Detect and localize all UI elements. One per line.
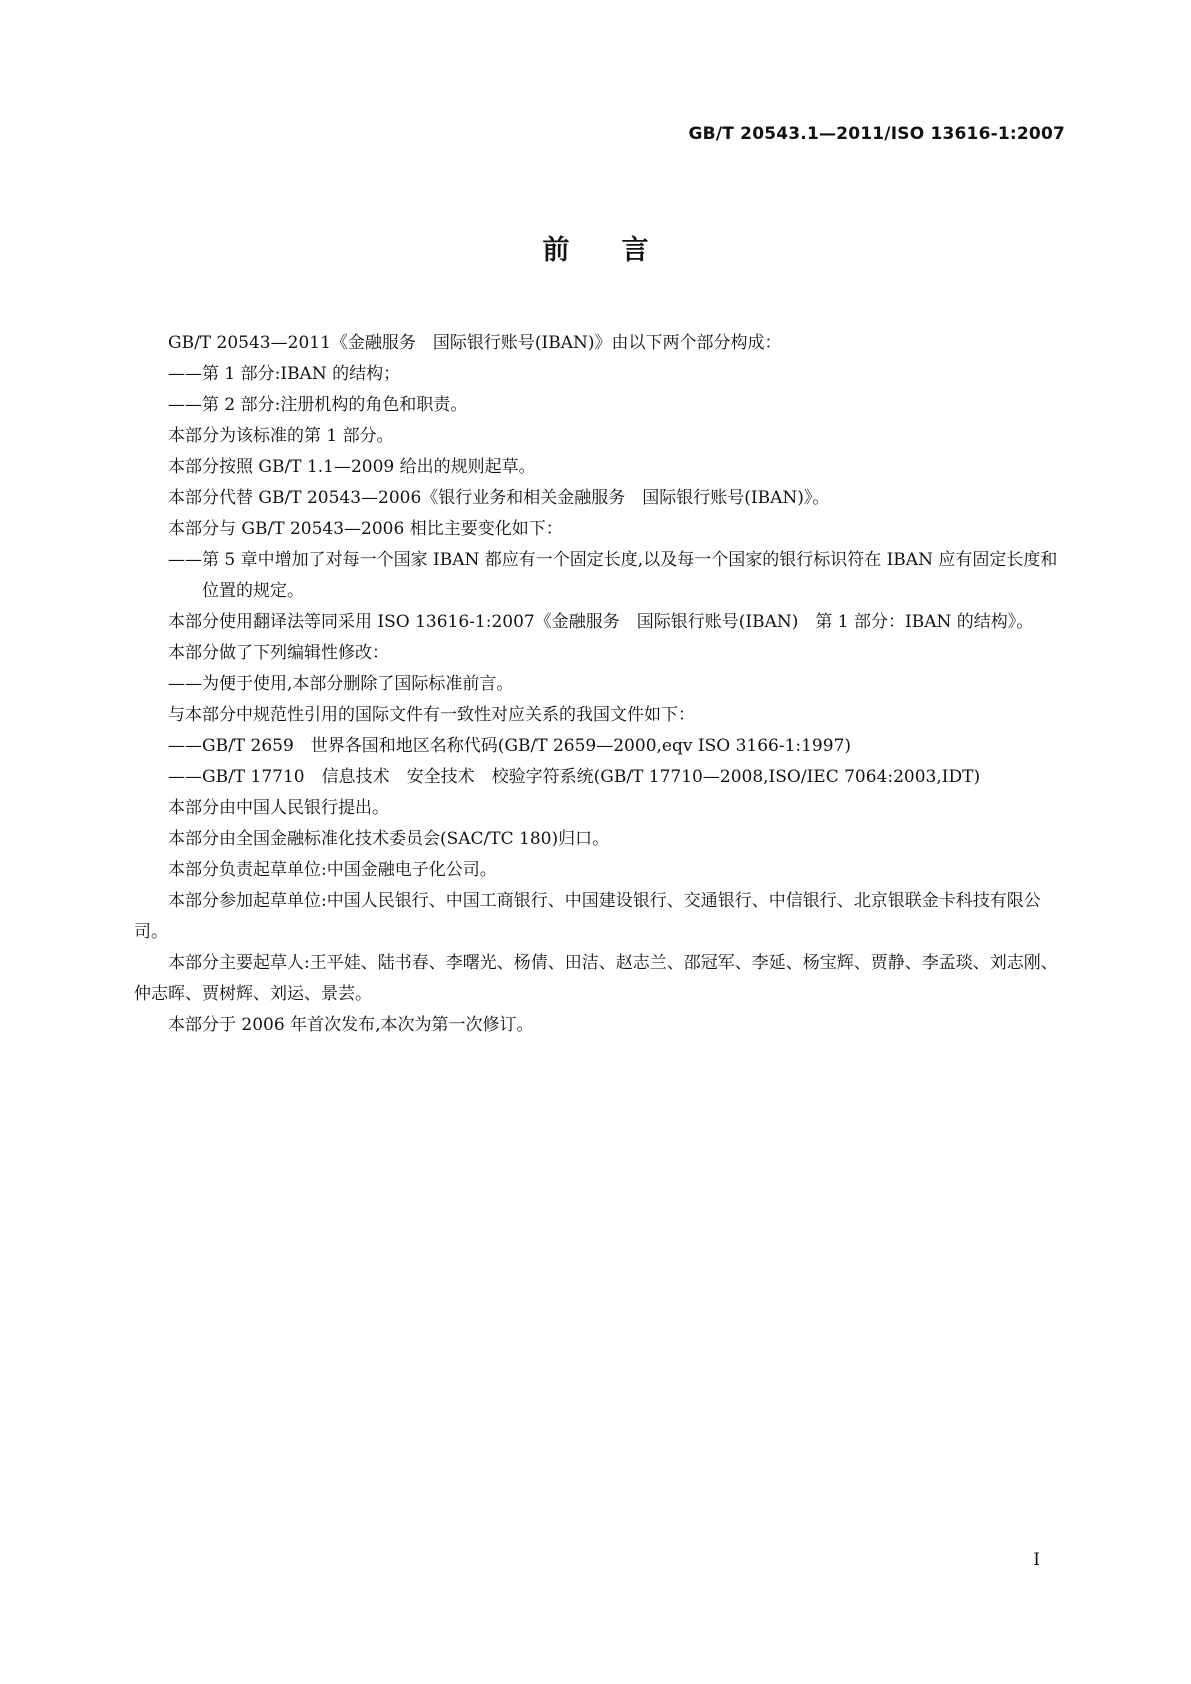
paragraph-drafters: 本部分主要起草人:王平娃、陆书春、李曙光、杨倩、田洁、赵志兰、邵冠军、李延、杨宝辉、贾静、李孟琰、刘志刚、仲志晖、贾树辉、刘运、景芸。 [134, 953, 1058, 1004]
paragraph-editorial-intro: 本部分做了下列编辑性修改： [168, 643, 389, 663]
standard-code-header: GB/T 20543.1—2011/ISO 13616-1:2007 [688, 124, 1065, 144]
list-item-reference-gbt2659: ——GB/T 2659 世界各国和地区名称代码(GB/T 2659—2000,eqv ISO 3166-1:1997) [168, 736, 852, 756]
paragraph-part-number: 本部分为该标准的第 1 部分。 [168, 426, 394, 446]
paragraph-revision-history: 本部分于 2006 年首次发布,本次为第一次修订。 [168, 1015, 534, 1035]
list-item-editorial-change: ——为便于使用,本部分删除了国际标准前言。 [168, 674, 514, 694]
paragraph-references-intro: 与本部分中规范性引用的国际文件有一致性对应关系的我国文件如下： [168, 705, 695, 725]
list-item-part1: ——第 1 部分:IBAN 的结构； [168, 364, 401, 384]
paragraph-proposed-by: 本部分由中国人民银行提出。 [168, 798, 389, 818]
paragraph-participating-units: 本部分参加起草单位:中国人民银行、中国工商银行、中国建设银行、交通银行、中信银行、北京银联金卡科技有限公司。 [134, 891, 1041, 942]
foreword-body [134, 328, 1065, 1041]
paragraph-responsible-unit: 本部分负责起草单位:中国金融电子化公司。 [168, 860, 497, 880]
paragraph-changes-intro: 本部分与 GB/T 20543—2006 相比主要变化如下： [168, 519, 563, 539]
page-title: 前言 [542, 235, 701, 266]
list-item-reference-gbt17710: ——GB/T 17710 信息技术 安全技术 校验字符系统(GB/T 17710—2008,ISO/IEC 7064:2003,IDT) [168, 767, 981, 787]
paragraph-drafting-rules: 本部分按照 GB/T 1.1—2009 给出的规则起草。 [168, 457, 536, 477]
paragraph-adoption: 本部分使用翻译法等同采用 ISO 13616-1:2007《金融服务 国际银行账号(IBAN) 第 1 部分：IBAN 的结构》。 [168, 612, 1034, 632]
paragraph-centralized-by: 本部分由全国金融标准化技术委员会(SAC/TC 180)归口。 [168, 829, 610, 849]
paragraph-replaces: 本部分代替 GB/T 20543—2006《银行业务和相关金融服务 国际银行账号(IBAN)》。 [168, 488, 830, 508]
list-item-change-chapter5: ——第 5 章中增加了对每一个国家 IBAN 都应有一个固定长度,以及每一个国家的银行标识符在 IBAN 应有固定长度和位置的规定。 [168, 550, 1058, 601]
paragraph-structure: GB/T 20543—2011《金融服务 国际银行账号(IBAN)》由以下两个部分构成： [168, 333, 782, 353]
list-item-part2: ——第 2 部分:注册机构的角色和职责。 [168, 395, 468, 415]
page-number: I [1033, 1550, 1040, 1570]
